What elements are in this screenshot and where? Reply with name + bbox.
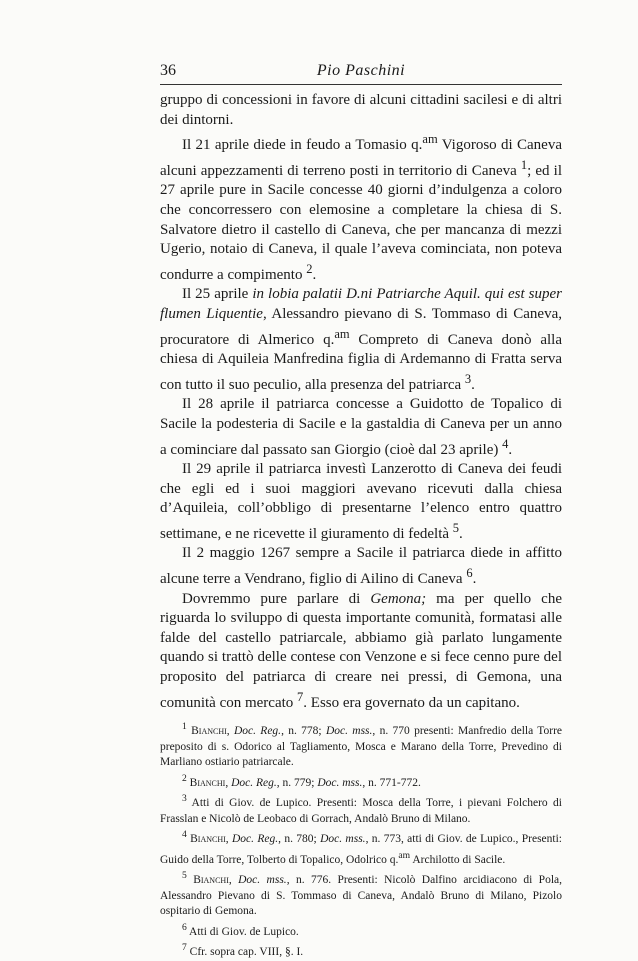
footnote [160, 940, 562, 960]
note-marker: 5 [182, 870, 187, 882]
body-text [160, 91, 562, 713]
text-run: Compreto di Caneva donò alla chiesa di Aquileia Manfredina figlia di Ardemanno di Fratta serva con tutto il suo peculio, alla presenza del patriarca [160, 331, 562, 393]
note-marker: 7 [182, 942, 187, 954]
note-marker: 7 [297, 689, 304, 704]
italic-run: in lobia palatii D.ni Patriarche Aquil. qui est super flumen Liquentie [160, 286, 562, 322]
note-marker: 1 [520, 157, 528, 172]
text-run: , n. 780; [278, 833, 321, 846]
text-run: , Alessandro pievano di S. Tommaso di Caneva, procuratore di Almerico q. [160, 305, 562, 348]
note-marker: am [334, 326, 350, 341]
italic-run: Gemona; [370, 590, 427, 607]
note-marker: 2 [182, 772, 187, 784]
text-run: , n. 779; [276, 776, 318, 789]
note-marker: 4 [182, 829, 187, 841]
text-run: Atti di Giov. de Lupico. Presenti: Mosca della Torre, i pievani Folchero di Frasslan e Nicolò de Leobaco di Gorrach, Andalò Bruno di Milano. [160, 797, 562, 825]
footnote [160, 791, 562, 827]
paragraph [160, 395, 562, 460]
text-run: Il 29 aprile il patriarca investì Lanzerotto di Caneva dei feudi che egli ed i suoi maggiori avevano ricevuti dalla chiesa d’Aquileia, coll’obbligo di presentarne l’elenco entro quattro settimane, e ne ricevette il giuramento di fedeltà [160, 461, 562, 542]
text-run: Bianchi [189, 776, 226, 789]
note-marker: 5 [452, 520, 460, 535]
text-run: , [225, 776, 232, 789]
text-run: , n. 771-772. [362, 776, 421, 789]
text-run: Il 25 aprile [182, 286, 253, 303]
text-run: gruppo di concessioni in favore di alcuni cittadini sacilesi e di altri dei dintorni. [160, 92, 562, 128]
note-marker: 2 [306, 261, 313, 276]
paragraph [160, 544, 562, 589]
note-marker: 3 [464, 371, 472, 386]
footnote [160, 827, 562, 868]
footnote [160, 719, 562, 771]
text-run: , n. 773, atti di Giov. de Lupico., Presenti: Guido della Torre, Tolberto di Topalico, Odolrico q. [160, 833, 562, 866]
text-run: Bianchi [193, 873, 229, 886]
footnote [160, 868, 562, 920]
text-run: Il 21 aprile diede in feudo a Tomasio q. [182, 137, 423, 154]
text-run: Vigoroso di Caneva alcuni appezzamenti di terreno posti in territorio di Caneva [160, 137, 562, 179]
text-run: , n. 770 presenti: Manfredio della Torre preposito di s. Odorico al Tagliamento, Mosca e Marano della Torre, Prevedino di Marliano ostiario patriarcale. [160, 725, 563, 769]
note-marker: am [422, 132, 438, 147]
italic-run: Doc. mss. [325, 725, 373, 738]
text-run: , n. 776. Presenti: Nicolò Dalfino arcidiacono di Pola, Alessandro Pievano di S. Tommaso di Caneva, Andalò Bruno di Milano, Pizolo ospitario di Gemona. [160, 873, 563, 918]
italic-run: Doc. Reg. [231, 776, 277, 789]
paragraph [160, 91, 562, 130]
text-run: . [472, 571, 477, 588]
text-run: , [225, 833, 232, 846]
text-run: , [228, 873, 239, 886]
text-run: . [459, 525, 463, 542]
footnote [160, 771, 562, 791]
note-marker: 1 [182, 721, 187, 733]
text-run: . [508, 441, 513, 458]
text-run: Cfr. sopra cap. VIII, §. I. [186, 945, 304, 958]
book-page [160, 58, 562, 961]
text-run: Dovremmo pure parlare di [182, 590, 371, 607]
text-run: . [471, 376, 475, 393]
italic-run: Doc. Reg. [232, 833, 279, 846]
text-run: Archilotto di Sacile. [410, 853, 506, 866]
text-run: Il 28 aprile il patriarca concesse a Guidotto de Topalico di Sacile la podesteria di Sacile e la gastaldia di Caneva per un anno a cominciare dal passato san Giorgio (cioè dal 23 aprile) [160, 396, 562, 458]
text-run: , n. 778; [281, 725, 326, 738]
running-title: Pio Paschini [316, 62, 406, 79]
italic-run: Doc. mss. [317, 776, 363, 789]
text-run: ma per quello che riguarda lo sviluppo di questa importante comunità, formatasi alle falde del castello patriarcale, abbiamo già parlato lungamente quando si trattò delle contese con Venzone e si fece cenno pure del proposito del patriarca di creare nei pressi, di Gemona, una comunità con mercato [160, 590, 562, 711]
text-run: , [226, 725, 234, 738]
italic-run: Doc. mss. [320, 833, 366, 846]
paragraph [160, 130, 562, 285]
note-marker: 6 [466, 566, 473, 581]
note-marker: am [398, 849, 411, 861]
note-marker: 4 [502, 436, 509, 451]
note-marker: 3 [182, 793, 187, 805]
footnotes [160, 719, 562, 960]
text-run: Bianchi [191, 725, 227, 738]
text-run: Il 2 maggio 1267 sempre a Sacile il patriarca diede in affitto alcune terre a Vendrano, figlio di Ailino di Caneva [160, 545, 562, 588]
italic-run: Doc. Reg. [233, 725, 282, 738]
italic-run: Doc. mss. [238, 873, 287, 886]
page-header [160, 58, 562, 85]
note-marker: 6 [182, 921, 187, 933]
text-run: Bianchi [190, 833, 226, 846]
text-run: . [312, 266, 317, 283]
text-run: Atti di Giov. de Lupico. [186, 925, 299, 938]
paragraph [160, 285, 562, 395]
footnote [160, 920, 562, 940]
paragraph [160, 460, 562, 544]
text-run: ; ed il 27 aprile pure in Sacile concesse 40 giorni d’indulgenza a coloro che concorressero con elemosine a completare la chiesa di S. Salvatore dietro il castello di Caneva, che per mancanza di mezzi Ugerio, notaio di Caneva, il quale l’aveva cominciata, non poteva condurre a compimento [160, 162, 562, 283]
paragraph [160, 590, 562, 714]
page-number: 36 [160, 62, 176, 79]
text-run: . Esso era governato da un capitano. [303, 694, 520, 711]
